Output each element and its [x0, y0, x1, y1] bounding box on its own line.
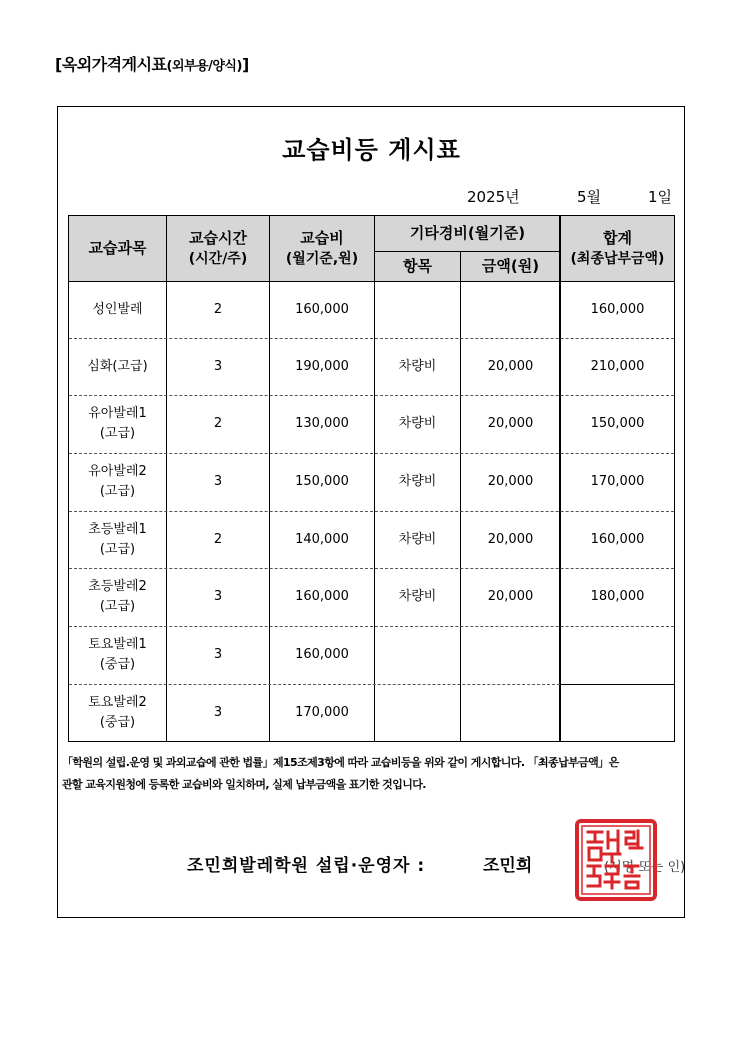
- signer-label: 조민희발레학원 설립·운영자 :: [187, 856, 426, 876]
- header-course: 교습과목: [69, 216, 166, 281]
- row-divider: [69, 626, 674, 627]
- table-row: 유아발레1 (고급): [88, 406, 147, 441]
- cell-item: 차량비: [398, 416, 437, 431]
- col-divider-total: [559, 215, 561, 742]
- cell-total: 150,000: [590, 416, 645, 431]
- page-title: 교습비등 게시표: [282, 136, 461, 164]
- cell-item: [375, 627, 460, 683]
- cell-item: 차량비: [398, 589, 437, 604]
- cell-amount: 20,000: [487, 589, 534, 604]
- cell-fee: 160,000: [295, 647, 349, 662]
- cell-fee: 160,000: [295, 589, 349, 604]
- cell-total: 170,000: [590, 474, 645, 489]
- header-amount: 금액(원): [461, 252, 560, 281]
- date-day: 1일: [648, 188, 673, 206]
- cell-hours: 3: [213, 589, 223, 604]
- row-divider: [69, 684, 560, 685]
- cell-total: 160,000: [590, 301, 645, 317]
- cell-hours: 2: [213, 416, 223, 431]
- header-hours: 교습시간 (시간/주): [167, 216, 269, 281]
- document-label: [옥외가격게시표(외부용/양식)]: [55, 55, 249, 74]
- table-row: 초등발레2 (고급): [88, 579, 147, 614]
- cell-fee: 140,000: [295, 531, 349, 547]
- cell-fee: 150,000: [295, 474, 349, 489]
- cell-fee: 170,000: [295, 705, 349, 720]
- header-total: 합계 (최종납부금액): [561, 216, 674, 281]
- row-divider: [69, 395, 674, 396]
- cell-item: 차량비: [398, 474, 437, 489]
- table-border-top: [68, 215, 675, 216]
- cell-total: 180,000: [590, 589, 645, 604]
- table-row: 심화(고급): [87, 358, 148, 374]
- cell-amount: 20,000: [487, 531, 534, 547]
- header-fee: 교습비 (월기준,원): [270, 216, 374, 281]
- cell-item: 차량비: [398, 531, 437, 547]
- table-row: 토요발레1 (중급): [88, 637, 147, 672]
- table-row: 유아발레2 (고급): [88, 464, 147, 499]
- cell-amount: 20,000: [487, 358, 534, 374]
- cell-item: [375, 685, 460, 741]
- cell-amount: [461, 685, 560, 741]
- col-divider: [166, 215, 167, 742]
- table-border-bottom: [68, 741, 675, 742]
- col-divider: [374, 215, 375, 742]
- signature-hint: (서명 또는 인): [604, 860, 686, 875]
- row-divider: [69, 453, 674, 454]
- cell-hours: 3: [213, 647, 223, 662]
- cell-hours: 3: [213, 358, 223, 374]
- cell-item: [375, 282, 460, 337]
- header-other: 기타경비(월기준): [375, 216, 560, 251]
- table-row: 성인발레: [92, 301, 143, 317]
- cell-hours: 3: [213, 474, 223, 489]
- cell-amount: [461, 627, 560, 683]
- table-border-left: [68, 215, 69, 742]
- header-item: 항목: [375, 252, 460, 281]
- cell-total: [561, 627, 674, 683]
- signer-name: 조민희: [483, 856, 533, 876]
- row-divider: [69, 338, 674, 339]
- table-row: 토요발레2 (중급): [88, 695, 147, 730]
- cell-amount: 20,000: [487, 416, 534, 431]
- table-border-right: [674, 215, 675, 742]
- cell-amount: [461, 282, 560, 337]
- cell-total: [561, 685, 674, 741]
- row-divider: [69, 568, 674, 569]
- legal-notice: 「학원의 설립.운영 및 과외교습에 관한 법률」제15조제3항에 따라 교습비등을 위와 같이 게시합니다. 「최종납부금액」은 관할 교육지원청에 등록한 교습비와 일치하며, 실제 납부금액을 표기한 것입니다.: [62, 756, 619, 791]
- cell-hours: 2: [213, 531, 223, 547]
- row-divider-total: [560, 684, 675, 685]
- seal-stamp-icon: [574, 818, 658, 902]
- header-bottom: [68, 281, 675, 282]
- cell-item: 차량비: [398, 358, 437, 374]
- row-divider: [69, 511, 674, 512]
- cell-total: 210,000: [590, 358, 645, 374]
- col-divider: [269, 215, 270, 742]
- cell-amount: 20,000: [487, 474, 534, 489]
- table-row: 초등발레1 (고급): [88, 521, 147, 557]
- cell-total: 160,000: [590, 531, 645, 547]
- header-divider: [374, 251, 560, 252]
- cell-hours: 3: [213, 705, 223, 720]
- col-divider: [460, 251, 461, 742]
- cell-fee: 190,000: [295, 358, 349, 374]
- cell-hours: 2: [213, 301, 223, 317]
- cell-fee: 130,000: [295, 416, 349, 431]
- date-month: 5월: [577, 188, 602, 206]
- cell-fee: 160,000: [295, 301, 349, 317]
- date-year: 2025년: [467, 188, 520, 206]
